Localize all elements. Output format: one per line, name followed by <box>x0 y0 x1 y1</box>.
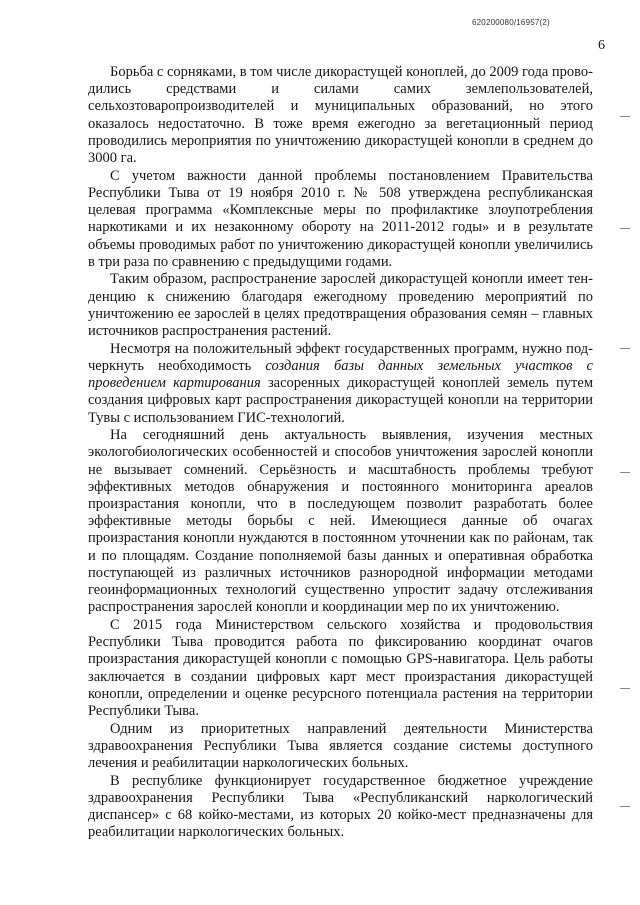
document-id: 620200080/16957(2) <box>472 18 550 27</box>
page-number: 6 <box>598 38 605 53</box>
paragraph-health-ministry: Одним из приоритетных направлений деятельности Министерства здравоохранения Республики Тыва является создание системы доступного лечения и реабилитации наркологических больных. <box>88 720 593 772</box>
paragraph-gps-mapping: С 2015 года Министерством сельского хозяйства и продовольствия Республики Тыва проводится работа по фиксированию координат очагов произрастания дикорастущей конопли с помощью GPS-навигатора. Цель работы заключается в создании цифровых карт мест произрастания дикорастущей конопли, определении и оценке ресурсного потенциала растения на территории Республики Тыва. <box>88 617 593 720</box>
paragraph-database-need <box>88 341 593 427</box>
margin-mark <box>620 228 630 229</box>
margin-mark <box>620 116 630 117</box>
paragraph-government-program: С учетом важности данной проблемы постановлением Правительства Республики Тыва от 19 ноября 2010 г. № 508 утверждена республиканская целевая программа «Комплексные меры по профилактике злоупотребления наркотиками и их незаконному обороту на 2011-2012 годы» и в результате объемы проводимых работ по уничтожению дикорастущей конопли увеличились в три раза по сравнению с предыдущими годами. <box>88 167 593 270</box>
margin-mark <box>620 806 630 807</box>
document-body <box>88 64 593 842</box>
paragraph-narcology-dispensary: В республике функционирует государственное бюджетное учреждение здравоохранения Республики Тыва «Республиканский наркологический диспансер» с 68 койко-местами, из которых 20 койко-мест предназначены для реабилитации наркологических больных. <box>88 772 593 841</box>
paragraph-monitoring-relevance: На сегодняшний день актуальность выявления, изучения местных экологобиологических особенностей и способов уничтожения зарослей конопли не вызывает сомнений. Серьёзность и масштабность проблемы требуют эффективных методов обнаружения и постоянного мониторинга ареалов произрастания конопли, что в последующем позволит разработать более эффективные методы борьбы с ней. Имеющиеся данные об очагах произрастания конопли нуждаются в постоянном уточнении как по районам, так и по площадям. Создание пополняемой базы данных и оперативная обработка поступающей из различных источников разнородной информации методами геоинформационных технологий существенно упростит задачу отслеживания распространения зарослей конопли и координации мер по их уничтожению. <box>88 427 593 616</box>
paragraph-text-before: Несмотря на положительный эффект государственных программ, нужно подчеркнуть необходимость <box>88 340 593 374</box>
margin-mark <box>620 348 630 349</box>
paragraph-text-after: засоренных дикорастущей коноплей земель путем создания цифровых карт распространения дикорастущей конопли на территории Тувы с использованием ГИС-технологий. <box>88 375 593 426</box>
margin-mark <box>620 472 630 473</box>
emphasized-phrase: создания базы данных земельных участков с проведением картирования <box>88 357 593 392</box>
paragraph-reduction-trend: Таким образом, распространение зарослей дикорастущей конопли имеет тенденцию к снижению благодаря ежегодному проведению мероприятий по уничтожению ее зарослей в целях предотвращения образования семян – главных источников распространения растений. <box>88 271 593 340</box>
paragraph-weed-control: Борьба с сорняками, в том числе дикорастущей коноплей, до 2009 года проводились средствами и силами самих землепользователей, сельхозтоваропроизводителей и муниципальных образований, но этого оказалось недостаточно. В тоже время ежегодно за вегетационный период проводились мероприятия по уничтожению дикорастущей конопли в среднем до 3000 га. <box>88 64 593 167</box>
margin-mark <box>620 688 630 689</box>
